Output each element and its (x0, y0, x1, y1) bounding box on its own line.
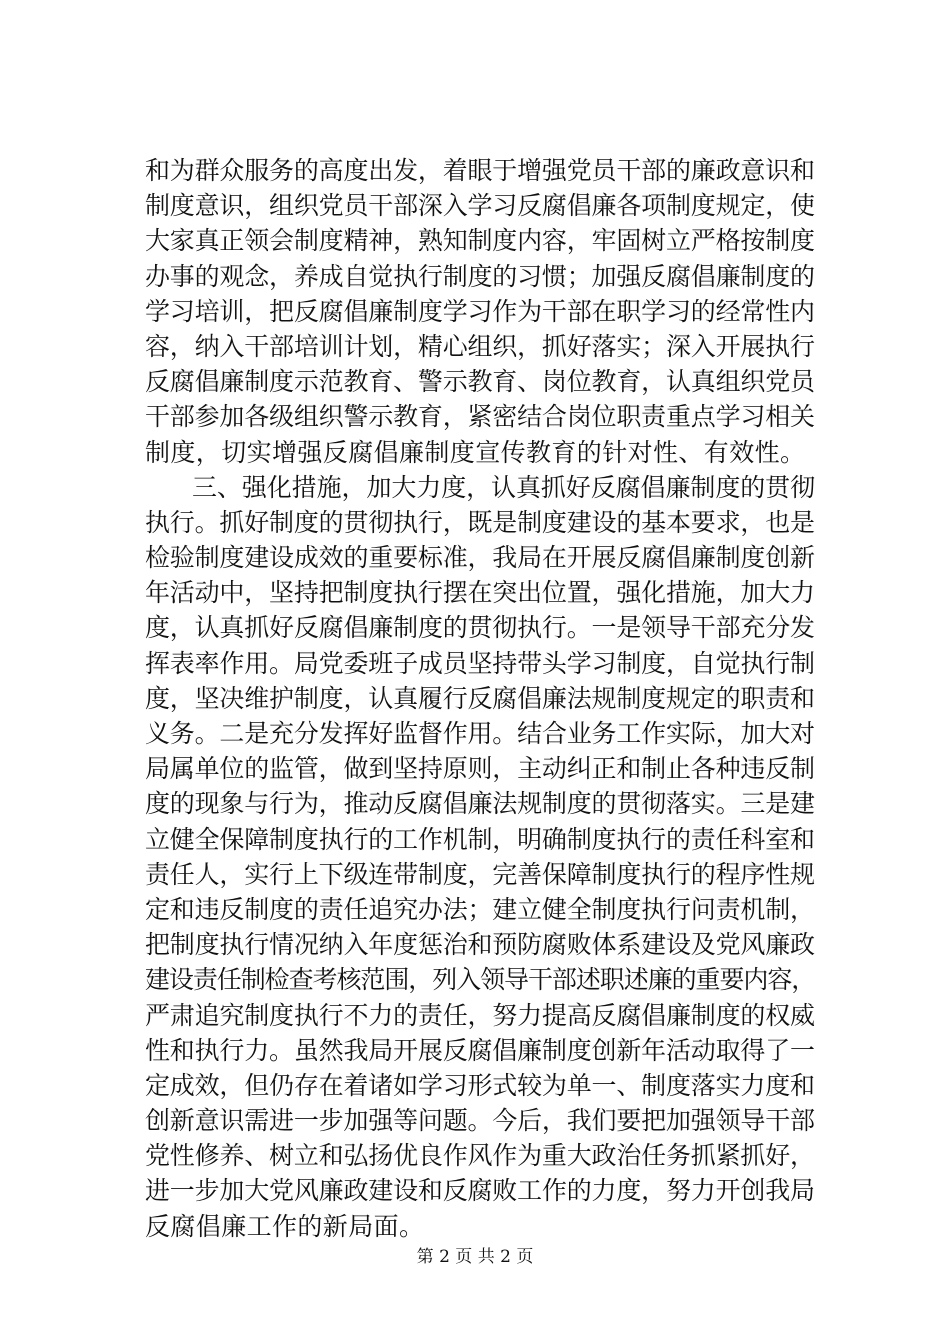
text-line: 学习培训，把反腐倡廉制度学习作为干部在职学习的经常性内 (145, 296, 815, 326)
text-line: 三、强化措施，加大力度，认真抓好反腐倡廉制度的贯彻 (192, 472, 816, 502)
text-line: 大家真正领会制度精神，熟知制度内容，牢固树立严格按制度 (145, 226, 815, 256)
text-line: 执行。抓好制度的贯彻执行，既是制度建设的基本要求，也是 (145, 507, 815, 537)
text-line: 把制度执行情况纳入年度惩治和预防腐败体系建设及党风廉政 (145, 930, 815, 960)
text-line: 办事的观念，养成自觉执行制度的习惯；加强反腐倡廉制度的 (145, 261, 815, 291)
text-line: 定和违反制度的责任追究办法；建立健全制度执行问责机制， (145, 894, 815, 924)
page-footer: 第 2 页 共 2 页 (416, 1247, 534, 1267)
text-line: 挥表率作用。局党委班子成员坚持带头学习制度，自觉执行制 (145, 648, 815, 678)
text-line: 检验制度建设成效的重要标准，我局在开展反腐倡廉制度创新 (145, 543, 815, 573)
text-line: 度，认真抓好反腐倡廉制度的贯彻执行。一是领导干部充分发 (145, 613, 815, 643)
text-line: 创新意识需进一步加强等问题。今后，我们要把加强领导干部 (145, 1106, 815, 1136)
text-line: 严肃追究制度执行不力的责任，努力提高反腐倡廉制度的权威 (145, 1000, 815, 1030)
text-line: 制度意识，组织党员干部深入学习反腐倡廉各项制度规定，使 (145, 191, 815, 221)
text-line: 定成效，但仍存在着诸如学习形式较为单一、制度落实力度和 (145, 1070, 815, 1100)
text-line: 和为群众服务的高度出发，着眼于增强党员干部的廉政意识和 (145, 156, 815, 185)
text-line: 年活动中，坚持把制度执行摆在突出位置，强化措施，加大力 (145, 578, 815, 608)
text-line: 责任人，实行上下级连带制度，完善保障制度执行的程序性规 (145, 859, 815, 889)
text-line: 度，坚决维护制度，认真履行反腐倡廉法规制度规定的职责和 (145, 683, 815, 713)
text-line: 干部参加各级组织警示教育，紧密结合岗位职责重点学习相关 (145, 402, 815, 432)
text-line: 进一步加大党风廉政建设和反腐败工作的力度，努力开创我局 (145, 1176, 815, 1206)
text-line: 容，纳入干部培训计划，精心组织，抓好落实；深入开展执行 (145, 331, 815, 361)
text-line: 反腐倡廉制度示范教育、警示教育、岗位教育，认真组织党员 (145, 367, 815, 397)
text-line: 制度，切实增强反腐倡廉制度宣传教育的针对性、有效性。 (145, 437, 806, 467)
text-line: 反腐倡廉工作的新局面。 (145, 1211, 425, 1241)
text-line: 党性修养、树立和弘扬优良作风作为重大政治任务抓紧抓好， (145, 1141, 815, 1171)
text-line: 建设责任制检查考核范围，列入领导干部述职述廉的重要内容， (145, 965, 816, 995)
text-line: 性和执行力。虽然我局开展反腐倡廉制度创新年活动取得了一 (145, 1035, 815, 1065)
text-line: 义务。二是充分发挥好监督作用。结合业务工作实际，加大对 (145, 719, 815, 748)
document-body (145, 153, 815, 1244)
text-line: 度的现象与行为，推动反腐倡廉法规制度的贯彻落实。三是建 (145, 789, 815, 819)
text-line: 局属单位的监管，做到坚持原则，主动纠正和制止各种违反制 (145, 754, 815, 784)
text-line: 立健全保障制度执行的工作机制，明确制度执行的责任科室和 (145, 824, 815, 854)
